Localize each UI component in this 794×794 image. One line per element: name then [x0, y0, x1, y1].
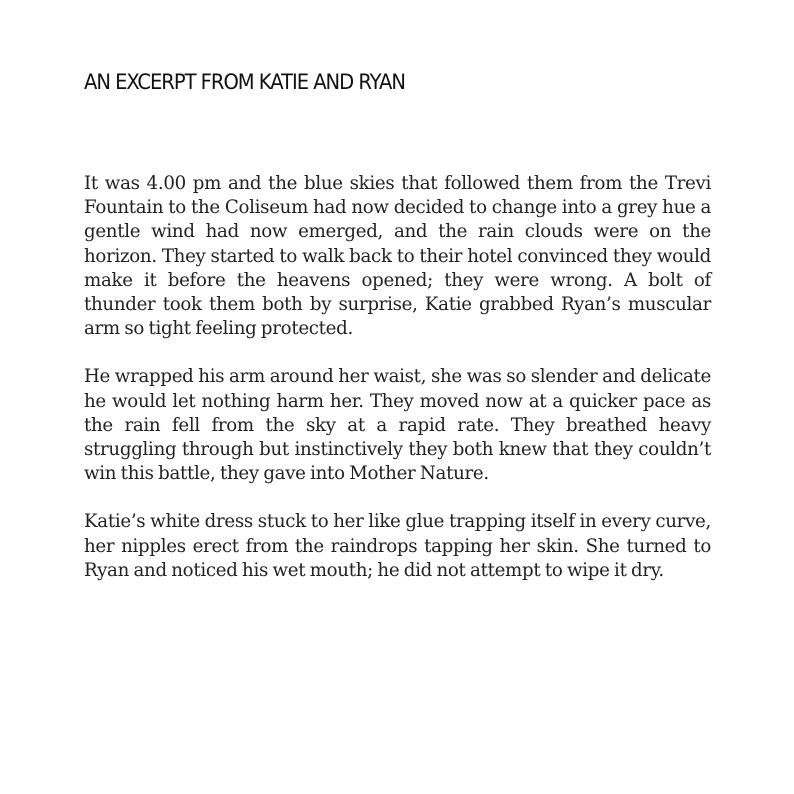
- paragraph-3: Katie’s white dress stuck to her like glue trapping itself in every curve, her nipples erect from the raindrops tapping her skin. She turned to Ryan and noticed his wet mouth; he did not attempt to wipe it dry.: [84, 511, 711, 581]
- paragraph-2: He wrapped his arm around her waist, she was so slender and delicate he would let nothing harm her. They moved now at a quicker pace as the rain fell from the sky at a rapid rate. They breathed heavy struggling through but instinctively they both knew that they couldn’t win this battle, they gave into Mother Nature.: [84, 366, 711, 485]
- page-title: AN EXCERPT FROM KATIE AND RYAN: [84, 70, 405, 94]
- excerpt-body: [84, 172, 711, 583]
- paragraph-1: It was 4.00 pm and the blue skies that followed them from the Trevi Fountain to the Coliseum had now decided to change into a grey hue a gentle wind had now emerged, and the rain clouds were on the horizon. They started to walk back to their hotel convinced they would make it before the heavens opened; they were wrong. A bolt of thunder took them both by surprise, Katie grabbed Ryan’s muscular arm so tight feeling protected.: [84, 173, 711, 340]
